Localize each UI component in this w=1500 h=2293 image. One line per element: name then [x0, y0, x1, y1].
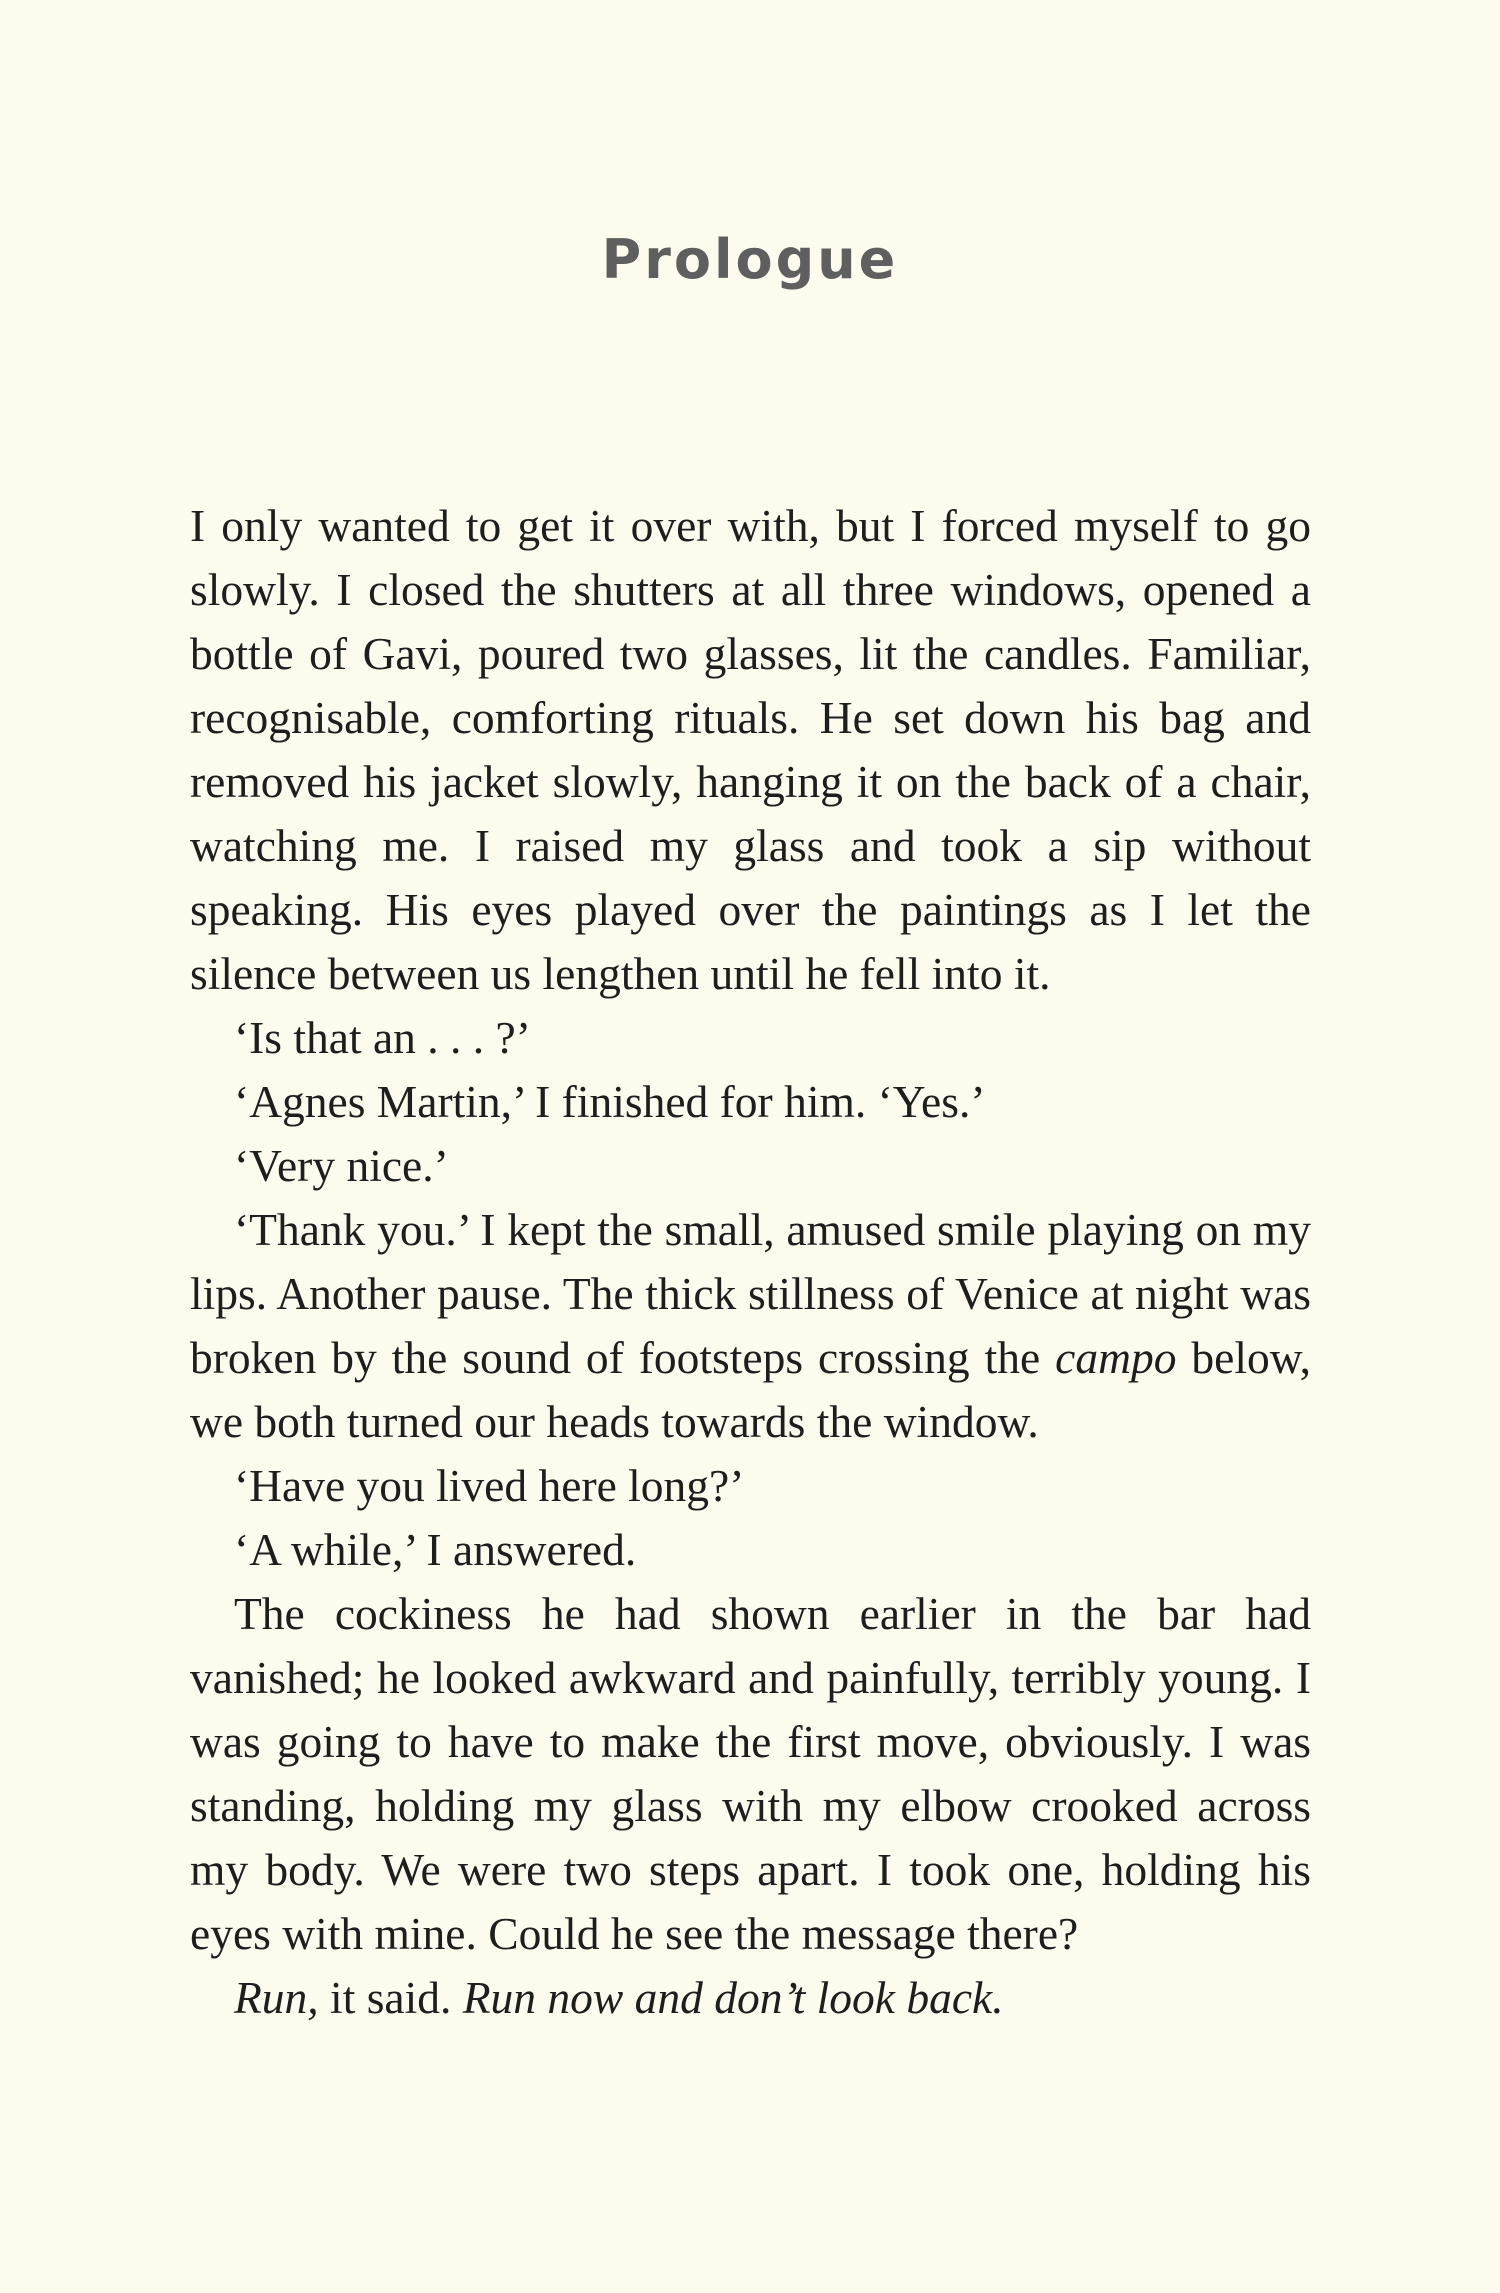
chapter-body [190, 494, 1311, 2030]
paragraph-7: ‘A while,’ I answered. [234, 1524, 637, 1575]
paragraph-5-text: ‘Thank you.’ I kept the small, amused smile playing on my lips. Another pause. The thick stillness of Venice at night was broken by the sound of footsteps crossing the [190, 1204, 1311, 1383]
paragraph-2: ‘Is that an . . . ?’ [234, 1012, 531, 1063]
paragraph-9 [190, 1966, 1311, 2030]
paragraph-6: ‘Have you lived here long?’ [234, 1460, 745, 1511]
paragraph-5 [190, 1198, 1311, 1454]
paragraph-8: The cockiness he had shown earlier in the bar had vanished; he looked awkward and painfully, terribly young. I was going to have to make the first move, obviously. I was standing, holding my glass with my elbow crooked across my body. We were two steps apart. I took one, holding his eyes with mine. Could he see the message there? [190, 1588, 1311, 1959]
paragraph-3: ‘Agnes Martin,’ I finished for him. ‘Yes.’ [234, 1076, 986, 1127]
paragraph-9-italic-2: Run now and don’t look back. [462, 1972, 1004, 2023]
paragraph-5-italic: campo [1055, 1332, 1177, 1383]
paragraph-4: ‘Very nice.’ [234, 1140, 449, 1191]
paragraph-1: I only wanted to get it over with, but I forced myself to go slowly. I closed the shutters at all three windows, opened a bottle of Gavi, poured two glasses, lit the candles. Familiar, recognisable, comforting rituals. He set down his bag and removed his jacket slowly, hanging it on the back of a chair, watching me. I raised my glass and took a sip without speaking. His eyes played over the paintings as I let the silence between us lengthen until he fell into it. [190, 500, 1311, 999]
chapter-title: Prologue [601, 228, 899, 291]
paragraph-5-end: below, we both turned our heads towards the window. [190, 1332, 1312, 1447]
paragraph-9-mid: it said. [330, 1972, 452, 2023]
paragraph-9-italic-1: Run, [234, 1972, 319, 2023]
